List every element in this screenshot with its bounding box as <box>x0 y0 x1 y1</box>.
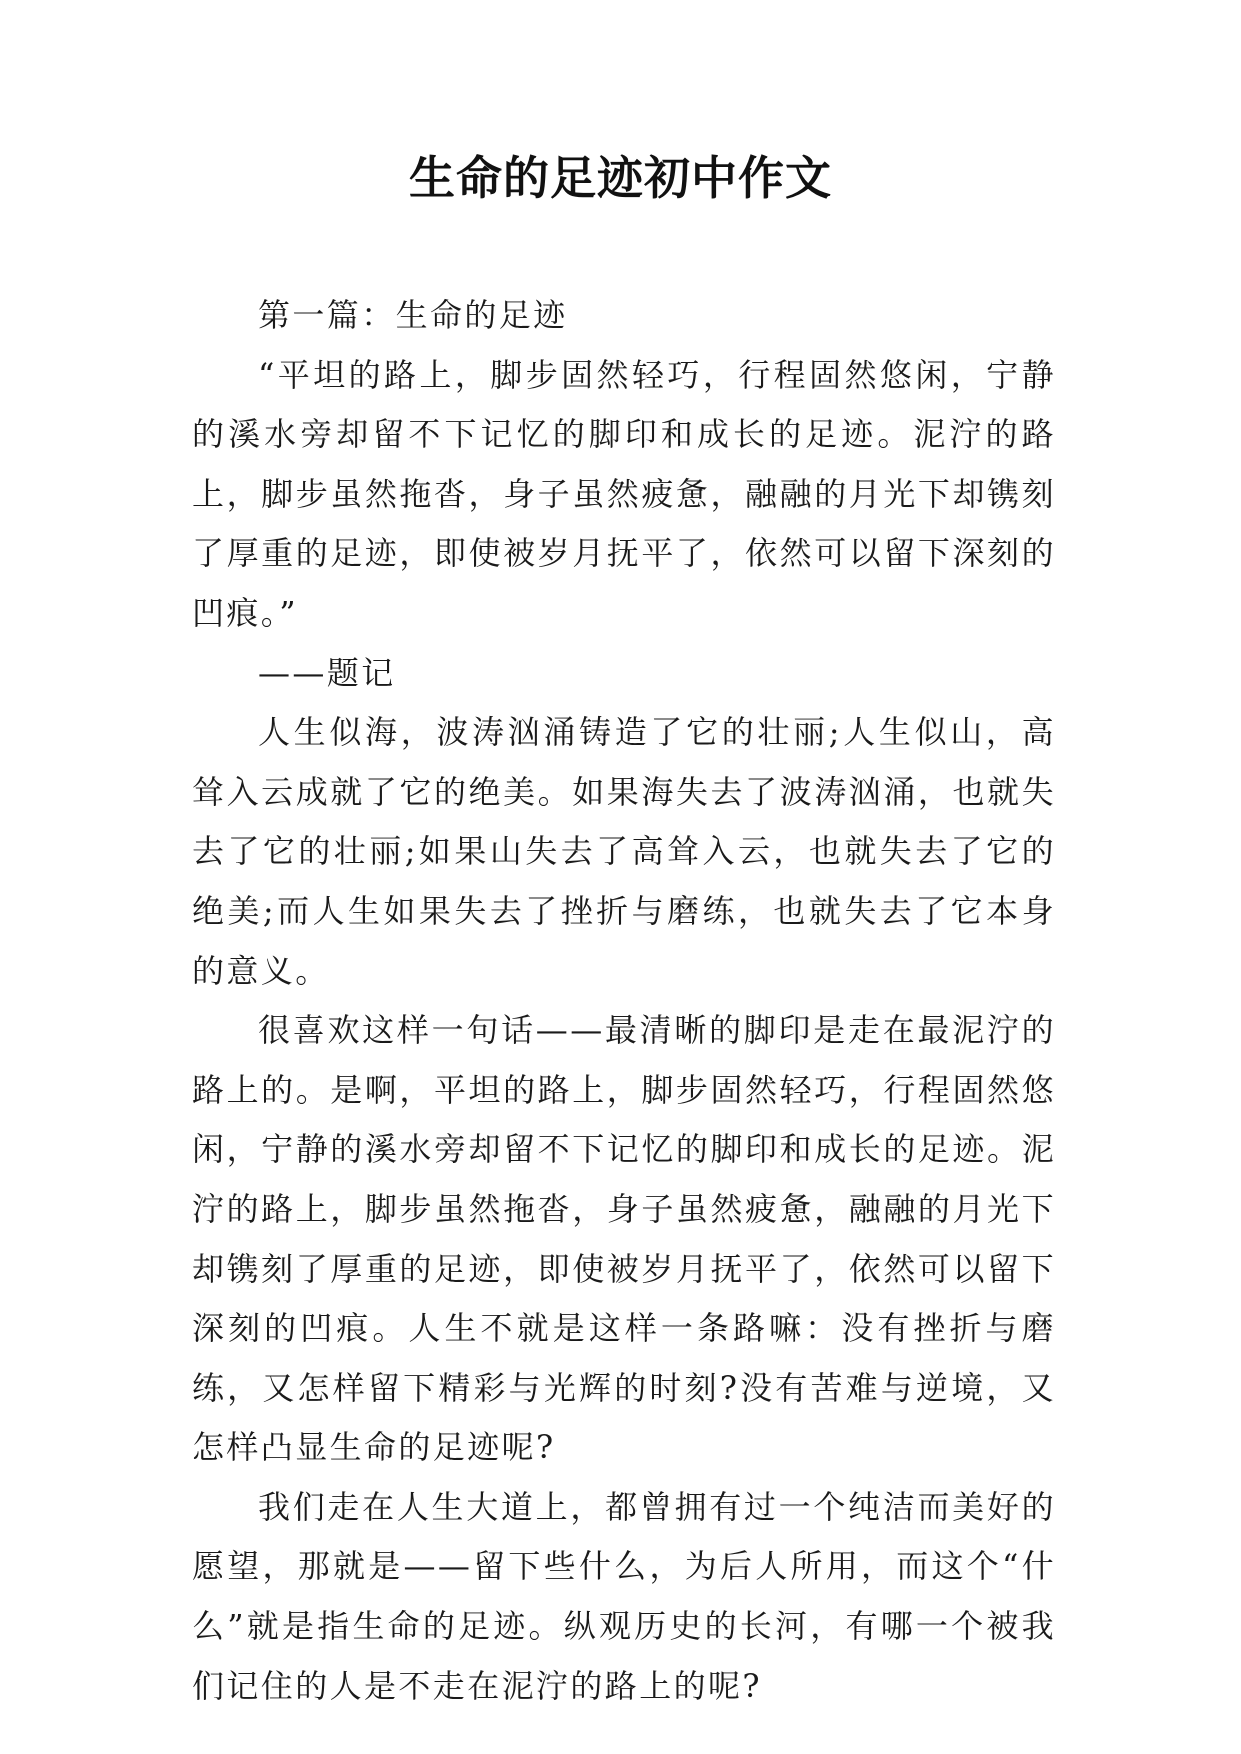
document-title: 生命的足迹初中作文 <box>409 151 832 205</box>
document-body <box>192 286 1056 1716</box>
epigraph-quote: “平坦的路上，脚步固然轻巧，行程固然悠闲，宁静的溪水旁却留不下记忆的脚印和成长的足迹。泥泞的路上，脚步虽然拖沓，身子虽然疲惫，融融的月光下却镌刻了厚重的足迹，即使被岁月抚平了，依然可以留下深刻的凹痕。” <box>192 355 1056 632</box>
paragraph: 很喜欢这样一句话——最清晰的脚印是走在最泥泞的路上的。是啊，平坦的路上，脚步固然轻巧，行程固然悠闲，宁静的溪水旁却留不下记忆的脚印和成长的足迹。泥泞的路上，脚步虽然拖沓，身子虽然疲惫，融融的月光下却镌刻了厚重的足迹，即使被岁月抚平了，依然可以留下深刻的凹痕。人生不就是这样一条路嘛：没有挫折与磨练，又怎样留下精彩与光辉的时刻?没有苦难与逆境，又怎样凸显生命的足迹呢? <box>192 1011 1056 1467</box>
epigraph-attribution: ——题记 <box>258 653 396 692</box>
paragraph: 人生似海，波涛汹涌铸造了它的壮丽;人生似山，高耸入云成就了它的绝美。如果海失去了波涛汹涌，也就失去了它的壮丽;如果山失去了高耸入云，也就失去了它的绝美;而人生如果失去了挫折与磨练，也就失去了它本身的意义。 <box>192 713 1056 990</box>
section-heading: 第一篇：生命的足迹 <box>258 296 568 334</box>
paragraph: 我们走在人生大道上，都曾拥有过一个纯洁而美好的愿望，那就是——留下些什么，为后人所用，而这个“什么”就是指生命的足迹。纵观历史的长河，有哪一个被我们记住的人是不走在泥泞的路上的呢? <box>192 1487 1056 1705</box>
